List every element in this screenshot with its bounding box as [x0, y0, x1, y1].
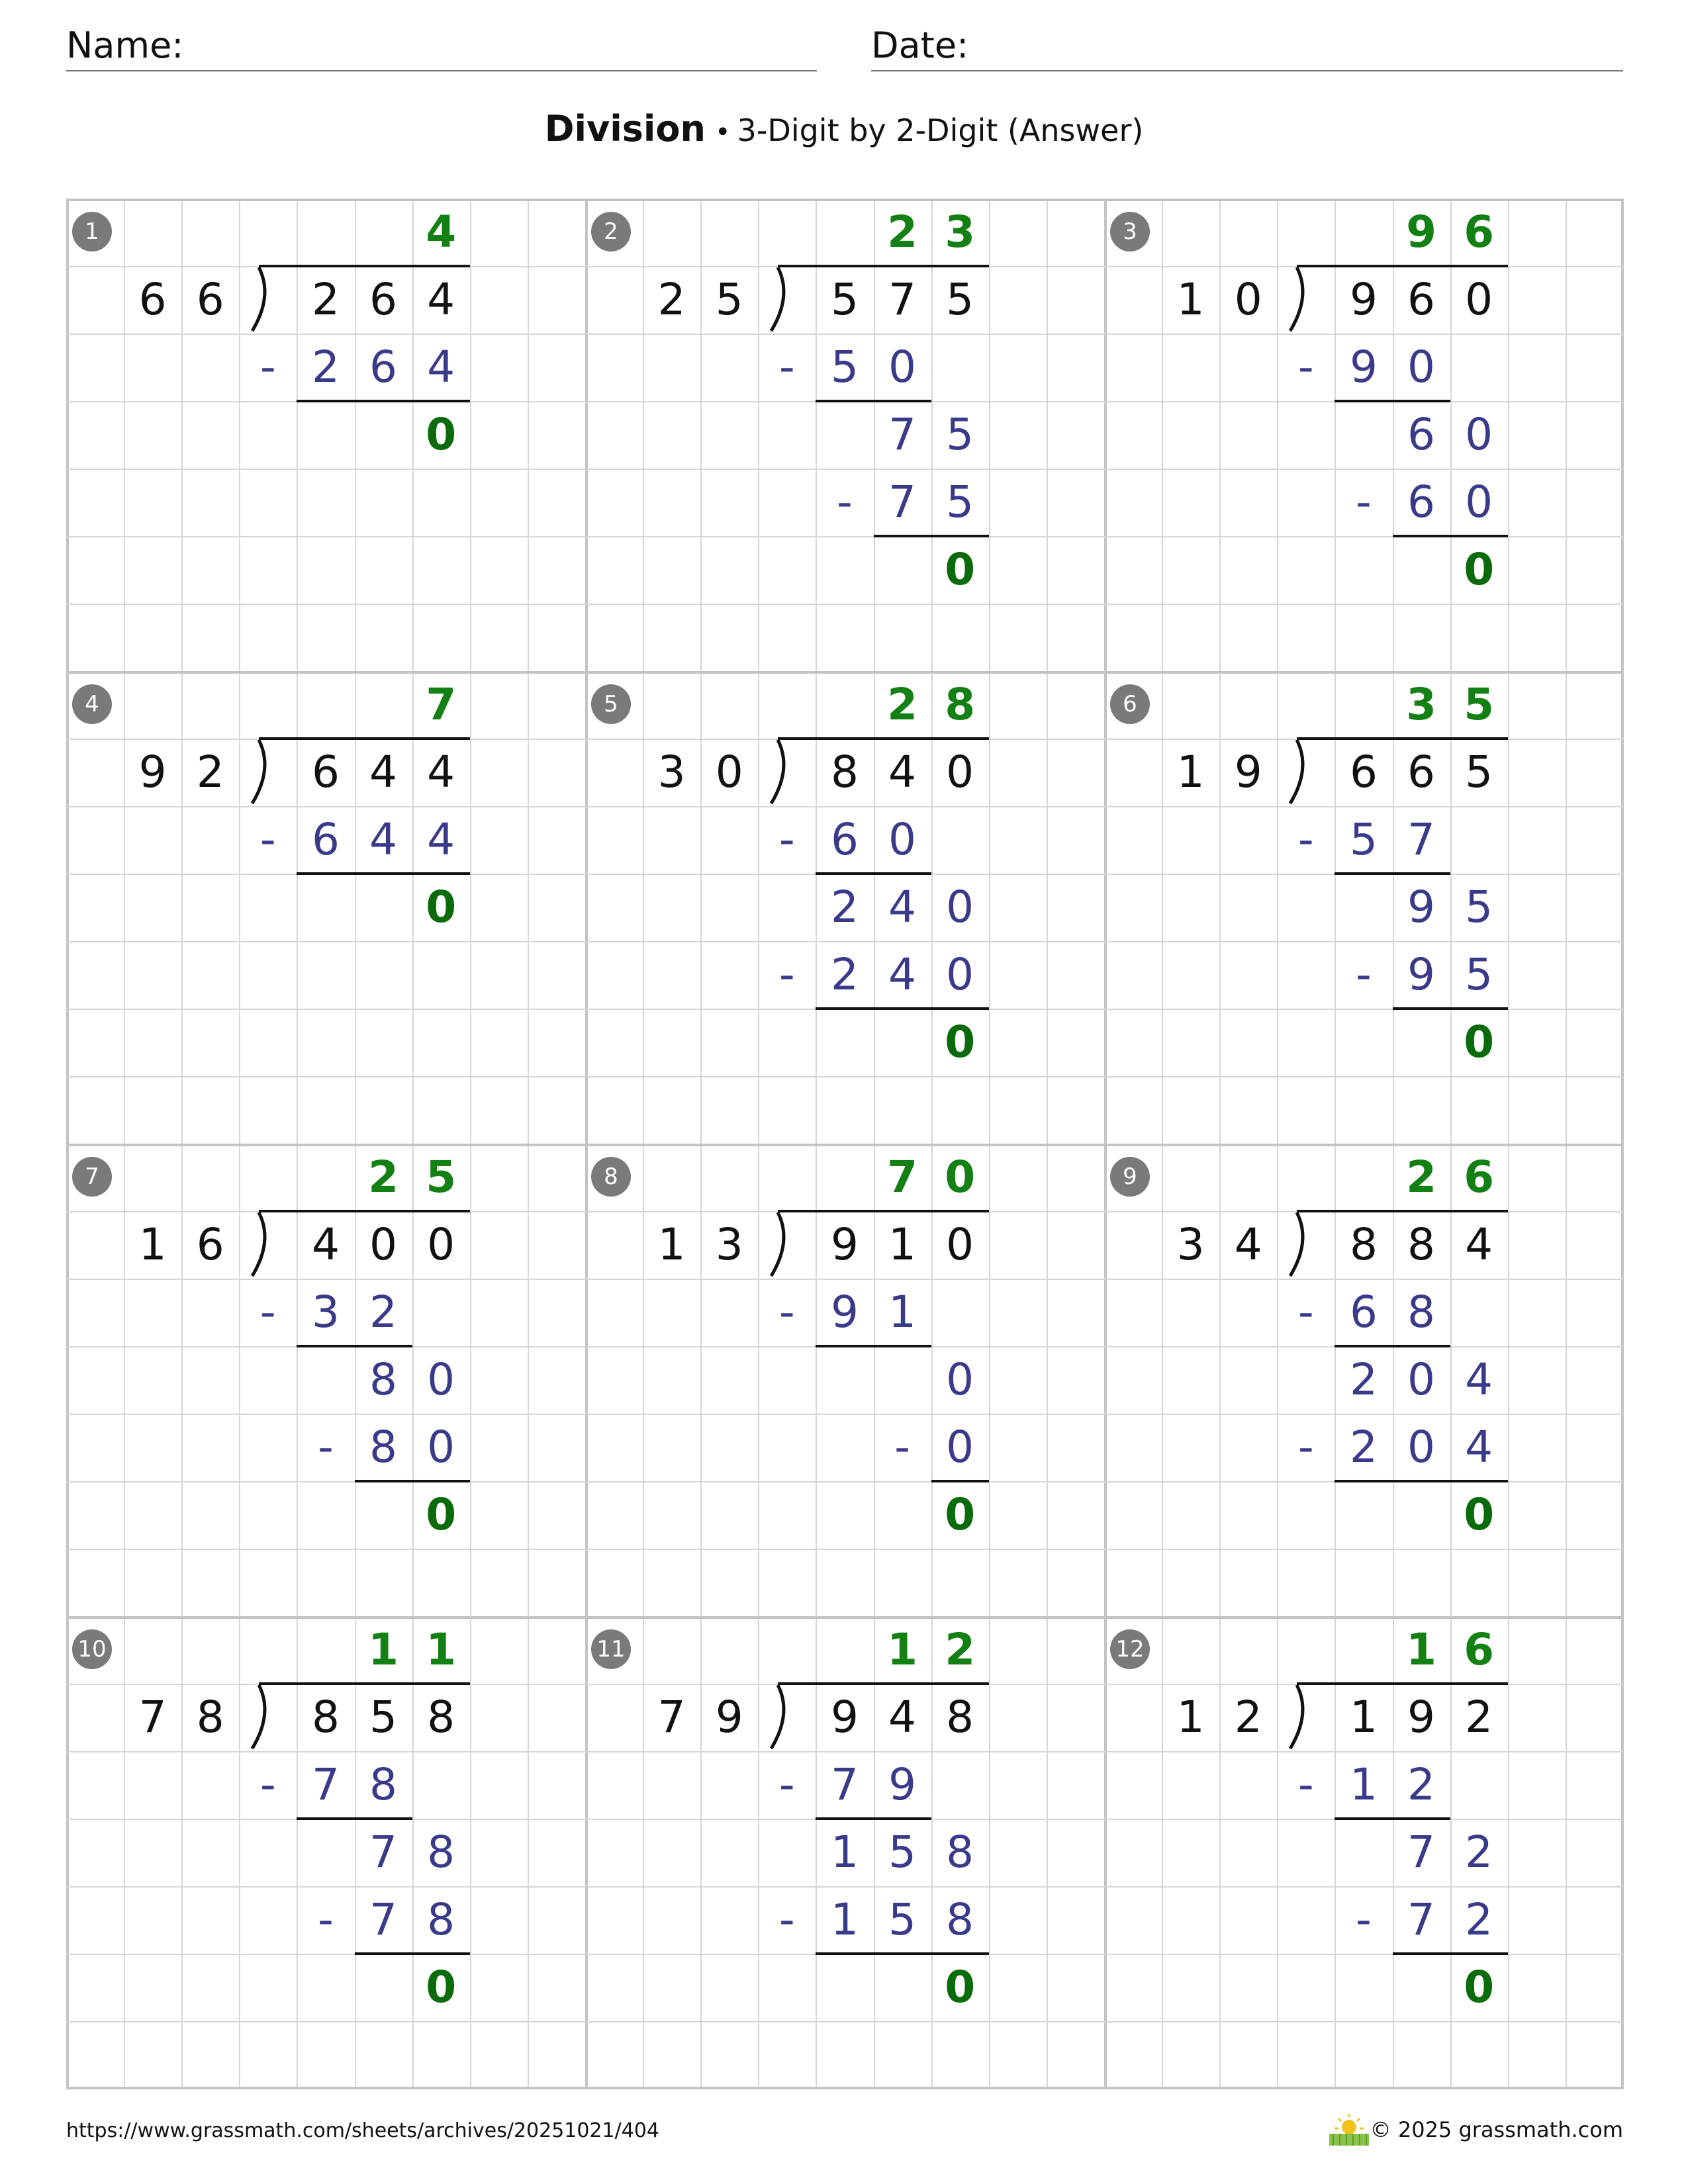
divisor-digit: 7 [138, 1692, 167, 1743]
quotient-digit: 8 [945, 679, 976, 730]
subtract-digit: 4 [427, 341, 455, 392]
bring-down-digit: 0 [946, 1354, 974, 1405]
quotient-digit: 6 [1464, 206, 1495, 257]
divisor-digit: 0 [715, 747, 743, 797]
dividend-digit: 8 [1407, 1219, 1436, 1270]
division-bar [1297, 265, 1507, 267]
problem-8 [585, 1144, 1104, 1616]
dividend-digit: 9 [830, 1219, 859, 1270]
divisor-digit: 3 [657, 747, 686, 797]
minus-sign: - [1297, 1422, 1314, 1473]
dividend-digit: 9 [1349, 274, 1378, 325]
dividend-digit: 4 [888, 747, 917, 797]
dividend-digit: 9 [1407, 1692, 1436, 1743]
divisor-digit: 2 [196, 747, 224, 797]
subtract-digit: 6 [830, 814, 859, 865]
title-main: Division [544, 108, 706, 150]
bring-down-digit: 5 [888, 1827, 917, 1878]
quotient-digit: 5 [426, 1152, 457, 1203]
bring-down-digit: 0 [1407, 1354, 1436, 1405]
quotient-digit: 1 [426, 1624, 457, 1675]
bring-down-digit: 4 [1465, 1354, 1493, 1405]
footer-url: https://www.grassmath.com/sheets/archives/20251021/404 [66, 2119, 660, 2142]
dividend-digit: 4 [427, 747, 455, 797]
bring-down-digit: 0 [427, 1354, 455, 1405]
division-bar [778, 1682, 988, 1685]
divisor-digit: 1 [1176, 747, 1205, 797]
subtract-digit: 0 [427, 1422, 455, 1473]
bring-down-digit: 7 [1407, 1827, 1436, 1878]
minus-sign: - [1356, 1894, 1372, 1945]
subtract-digit: 5 [1349, 814, 1378, 865]
subtract-digit: 8 [1407, 1287, 1436, 1338]
quotient-digit: 7 [426, 679, 457, 730]
subtract-digit: 5 [830, 341, 859, 392]
problem-number-badge: 9 [1110, 1157, 1150, 1197]
subtract-digit: 0 [888, 814, 917, 865]
subtract-digit: 6 [369, 341, 398, 392]
subtract-digit: 9 [888, 1759, 917, 1810]
worksheet-title [0, 103, 1688, 159]
remainder-digit: 0 [945, 1017, 976, 1068]
divisor-digit: 2 [657, 274, 686, 325]
divisor-digit: 0 [1234, 274, 1262, 325]
bring-down-digit: 8 [369, 1354, 398, 1405]
minus-sign: - [259, 814, 276, 865]
problem-2 [585, 199, 1104, 671]
bring-down-digit: 4 [888, 882, 917, 933]
remainder-digit: 0 [1464, 544, 1495, 595]
remainder-digit: 0 [426, 1962, 457, 2013]
minus-sign: - [1356, 949, 1372, 1000]
remainder-digit: 0 [1464, 1017, 1495, 1068]
dividend-digit: 4 [427, 274, 455, 325]
minus-sign: - [778, 341, 795, 392]
problem-number-badge: 10 [72, 1629, 112, 1669]
divisor-digit: 7 [657, 1692, 686, 1743]
division-bracket [1285, 266, 1311, 339]
subtract-digit: 4 [888, 949, 917, 1000]
subtract-digit: 7 [1407, 814, 1436, 865]
bring-down-digit: 8 [427, 1827, 455, 1878]
minus-sign: - [778, 949, 795, 1000]
quotient-digit: 2 [887, 679, 918, 730]
dividend-digit: 6 [1407, 747, 1436, 797]
bring-down-digit: 0 [1465, 409, 1493, 460]
subtract-digit: 6 [1407, 477, 1436, 527]
quotient-digit: 2 [945, 1624, 976, 1675]
quotient-digit: 6 [1464, 1152, 1495, 1203]
dividend-digit: 8 [1349, 1219, 1378, 1270]
problem-12 [1104, 1616, 1623, 2089]
division-bar [259, 737, 469, 740]
dividend-digit: 8 [830, 747, 859, 797]
divisor-digit: 6 [196, 1219, 224, 1270]
subtract-digit: 0 [1407, 1422, 1436, 1473]
problem-number-badge: 8 [591, 1157, 631, 1197]
division-bracket [1285, 1211, 1311, 1284]
bring-down-digit: 9 [1407, 882, 1436, 933]
dividend-digit: 4 [888, 1692, 917, 1743]
minus-sign: - [1297, 1287, 1314, 1338]
division-bar [778, 265, 988, 267]
division-bracket [766, 1211, 792, 1284]
dividend-digit: 6 [311, 747, 340, 797]
problem-1 [66, 199, 585, 671]
subtract-digit: 9 [1349, 341, 1378, 392]
quotient-digit: 0 [945, 1152, 976, 1203]
quotient-digit: 1 [368, 1624, 399, 1675]
bring-down-digit: 5 [1465, 882, 1493, 933]
title-separator: • [714, 117, 731, 148]
quotient-digit: 2 [368, 1152, 399, 1203]
remainder-digit: 0 [426, 882, 457, 933]
problem-number-badge: 1 [72, 212, 112, 251]
subtract-digit: 2 [1465, 1894, 1493, 1945]
subtract-digit: 0 [946, 1422, 974, 1473]
date-label: Date: [871, 24, 969, 66]
dividend-digit: 0 [946, 747, 974, 797]
subtract-digit: 7 [369, 1894, 398, 1945]
division-bar [259, 1210, 469, 1212]
division-bar [1297, 1682, 1507, 1685]
bring-down-digit: 5 [946, 409, 974, 460]
divisor-digit: 5 [715, 274, 743, 325]
minus-sign: - [1356, 477, 1372, 527]
minus-sign: - [318, 1894, 334, 1945]
dividend-digit: 4 [311, 1219, 340, 1270]
remainder-digit: 0 [945, 544, 976, 595]
subtract-digit: 9 [830, 1287, 859, 1338]
quotient-digit: 6 [1464, 1624, 1495, 1675]
division-bar [259, 1682, 469, 1685]
subtract-digit: 2 [369, 1287, 398, 1338]
division-bar [1297, 737, 1507, 740]
dividend-digit: 6 [1407, 274, 1436, 325]
divisor-digit: 4 [1234, 1219, 1262, 1270]
title-subtitle: 3-Digit by 2-Digit (Answer) [737, 113, 1144, 148]
dividend-digit: 8 [427, 1692, 455, 1743]
minus-sign: - [1297, 814, 1314, 865]
quotient-digit: 4 [426, 206, 457, 257]
dividend-digit: 5 [369, 1692, 398, 1743]
minus-sign: - [1297, 341, 1314, 392]
subtract-digit: 4 [1465, 1422, 1493, 1473]
divisor-digit: 1 [657, 1219, 686, 1270]
divisor-digit: 6 [138, 274, 167, 325]
remainder-digit: 0 [945, 1489, 976, 1540]
dividend-digit: 0 [946, 1219, 974, 1270]
division-bracket [1285, 1684, 1311, 1756]
dividend-digit: 8 [946, 1692, 974, 1743]
bring-down-digit: 2 [1349, 1354, 1378, 1405]
dividend-digit: 5 [1465, 747, 1493, 797]
subtract-digit: 3 [311, 1287, 340, 1338]
subtract-digit: 1 [830, 1894, 859, 1945]
divisor-digit: 9 [715, 1692, 743, 1743]
subtract-digit: 7 [311, 1759, 340, 1810]
dividend-digit: 6 [1349, 747, 1378, 797]
subtract-digit: 0 [946, 949, 974, 1000]
divisor-digit: 3 [715, 1219, 743, 1270]
subtract-digit: 2 [311, 341, 340, 392]
name-label: Name: [66, 24, 184, 66]
problem-number-badge: 2 [591, 212, 631, 251]
subtract-digit: 4 [369, 814, 398, 865]
minus-sign: - [894, 1422, 910, 1473]
subtract-digit: 9 [1407, 949, 1436, 1000]
subtract-digit: 7 [888, 477, 917, 527]
divisor-digit: 6 [196, 274, 224, 325]
quotient-digit: 1 [887, 1624, 918, 1675]
subtract-digit: 6 [1349, 1287, 1378, 1338]
division-bracket [247, 266, 273, 339]
division-bracket [247, 1684, 273, 1756]
minus-sign: - [778, 814, 795, 865]
subtract-digit: 7 [830, 1759, 859, 1810]
bring-down-digit: 2 [1465, 1827, 1493, 1878]
division-bracket [247, 1211, 273, 1284]
division-bar [778, 737, 988, 740]
remainder-digit: 0 [945, 1962, 976, 2013]
dividend-digit: 1 [888, 1219, 917, 1270]
problem-10 [66, 1616, 585, 2089]
subtract-line [816, 1345, 931, 1347]
division-bracket [766, 739, 792, 811]
division-bar [259, 265, 469, 267]
bring-down-digit: 7 [888, 409, 917, 460]
problem-5 [585, 671, 1104, 1144]
dividend-digit: 5 [946, 274, 974, 325]
quotient-digit: 1 [1406, 1624, 1437, 1675]
problem-3 [1104, 199, 1623, 671]
remainder-digit: 0 [1464, 1962, 1495, 2013]
subtract-digit: 2 [830, 949, 859, 1000]
remainder-digit: 0 [1464, 1489, 1495, 1540]
problem-grid [66, 199, 1623, 2089]
footer-copyright: © 2025 grassmath.com [1370, 2117, 1623, 2142]
subtract-digit: 4 [427, 814, 455, 865]
problem-9 [1104, 1144, 1623, 1616]
subtract-digit: 5 [888, 1894, 917, 1945]
subtract-digit: 0 [1407, 341, 1436, 392]
minus-sign: - [778, 1287, 795, 1338]
problem-11 [585, 1616, 1104, 2089]
dividend-digit: 0 [427, 1219, 455, 1270]
division-bar [1297, 1210, 1507, 1212]
divisor-digit: 8 [196, 1692, 224, 1743]
subtract-digit: 8 [427, 1894, 455, 1945]
minus-sign: - [778, 1894, 795, 1945]
subtract-digit: 8 [946, 1894, 974, 1945]
bring-down-digit: 0 [946, 882, 974, 933]
dividend-digit: 0 [369, 1219, 398, 1270]
quotient-digit: 3 [1406, 679, 1437, 730]
bring-down-digit: 1 [830, 1827, 859, 1878]
quotient-digit: 2 [887, 206, 918, 257]
subtract-digit: 8 [369, 1422, 398, 1473]
subtract-digit: 6 [311, 814, 340, 865]
dividend-digit: 2 [311, 274, 340, 325]
problem-number-badge: 12 [1110, 1629, 1150, 1669]
minus-sign: - [1297, 1759, 1314, 1810]
problem-6 [1104, 671, 1623, 1144]
divisor-digit: 3 [1176, 1219, 1205, 1270]
problem-number-badge: 6 [1110, 684, 1150, 724]
minus-sign: - [259, 1759, 276, 1810]
bring-down-digit: 8 [946, 1827, 974, 1878]
divisor-digit: 1 [1176, 274, 1205, 325]
bring-down-digit: 7 [369, 1827, 398, 1878]
dividend-digit: 5 [830, 274, 859, 325]
problem-7 [66, 1144, 585, 1616]
subtract-digit: 2 [1349, 1422, 1378, 1473]
quotient-digit: 2 [1406, 1152, 1437, 1203]
division-bracket [247, 739, 273, 811]
problem-number-badge: 3 [1110, 212, 1150, 251]
dividend-digit: 2 [1465, 1692, 1493, 1743]
division-bracket [1285, 739, 1311, 811]
divisor-digit: 9 [138, 747, 167, 797]
name-field[interactable] [66, 23, 817, 71]
dividend-digit: 1 [1349, 1692, 1378, 1743]
dividend-digit: 4 [1465, 1219, 1493, 1270]
grass-sun-icon [1325, 2111, 1373, 2148]
subtract-digit: 2 [1407, 1759, 1436, 1810]
remainder-digit: 0 [426, 1489, 457, 1540]
bring-down-digit: 6 [1407, 409, 1436, 460]
subtract-digit: 8 [369, 1759, 398, 1810]
dividend-digit: 7 [888, 274, 917, 325]
dividend-digit: 0 [1465, 274, 1493, 325]
subtract-digit: 5 [1465, 949, 1493, 1000]
quotient-digit: 5 [1464, 679, 1495, 730]
quotient-digit: 7 [887, 1152, 918, 1203]
subtract-digit: 1 [888, 1287, 917, 1338]
remainder-digit: 0 [426, 409, 457, 460]
minus-sign: - [259, 1287, 276, 1338]
dividend-digit: 6 [369, 274, 398, 325]
date-field[interactable] [871, 23, 1623, 71]
divisor-digit: 1 [1176, 1692, 1205, 1743]
subtract-digit: 7 [1407, 1894, 1436, 1945]
minus-sign: - [259, 341, 276, 392]
problem-number-badge: 4 [72, 684, 112, 724]
quotient-digit: 9 [1406, 206, 1437, 257]
problem-4 [66, 671, 585, 1144]
dividend-digit: 8 [311, 1692, 340, 1743]
subtract-digit: 5 [946, 477, 974, 527]
divisor-digit: 2 [1234, 1692, 1262, 1743]
problem-number-badge: 5 [591, 684, 631, 724]
minus-sign: - [778, 1759, 795, 1810]
subtract-digit: 1 [1349, 1759, 1378, 1810]
quotient-digit: 3 [945, 206, 976, 257]
division-bar [778, 1210, 988, 1212]
minus-sign: - [837, 477, 853, 527]
division-bracket [766, 1684, 792, 1756]
divisor-digit: 1 [138, 1219, 167, 1270]
bring-down-digit: 2 [830, 882, 859, 933]
dividend-digit: 4 [369, 747, 398, 797]
problem-number-badge: 7 [72, 1157, 112, 1197]
problem-number-badge: 11 [591, 1629, 631, 1669]
subtract-digit: 0 [888, 341, 917, 392]
subtract-digit: 0 [1465, 477, 1493, 527]
dividend-digit: 9 [830, 1692, 859, 1743]
divisor-digit: 9 [1234, 747, 1262, 797]
division-bracket [766, 266, 792, 339]
minus-sign: - [318, 1422, 334, 1473]
